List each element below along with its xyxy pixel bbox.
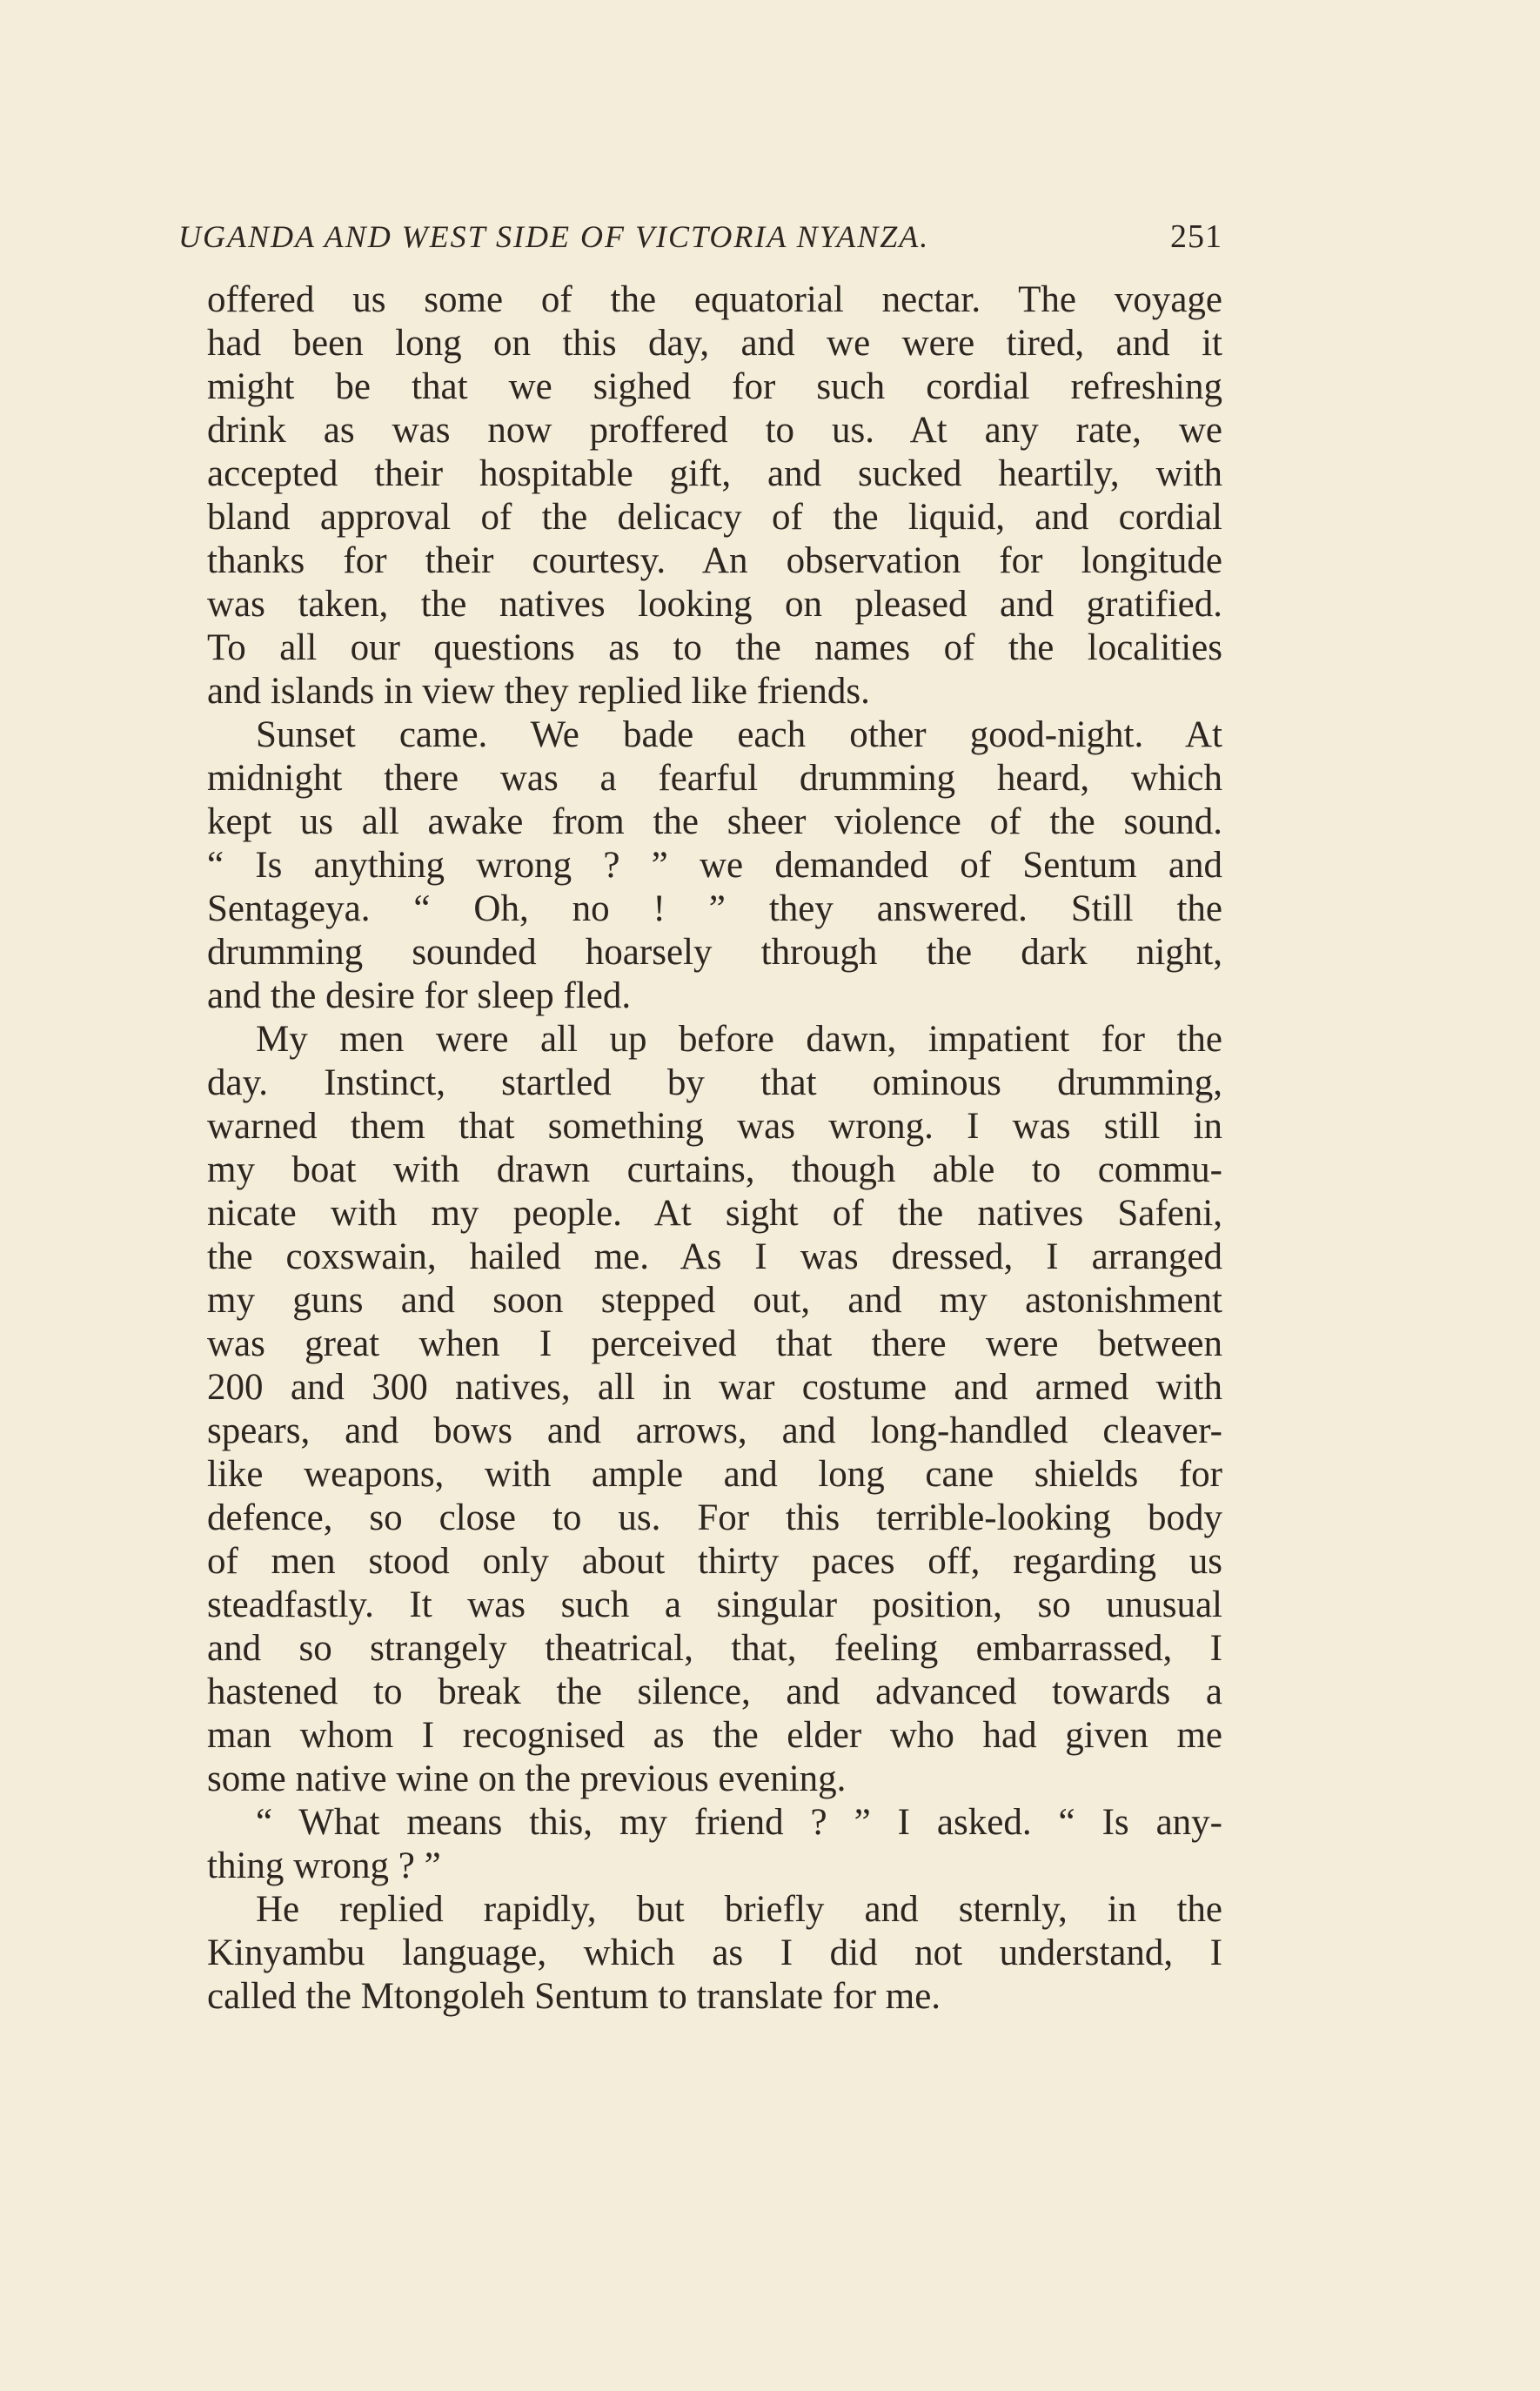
text-line: Kinyambu language, which as I did not understand, I: [207, 1932, 1222, 1973]
text-line: of men stood only about thirty paces off, regarding us: [207, 1541, 1222, 1582]
text-line: Sunset came. We bade each other good-night. At: [256, 714, 1222, 755]
text-line: defence, so close to us. For this terrible-looking body: [207, 1497, 1222, 1538]
text-line: nicate with my people. At sight of the natives Safeni,: [207, 1193, 1222, 1234]
text-line: My men were all up before dawn, impatient for the: [256, 1019, 1222, 1060]
text-line: He replied rapidly, but briefly and sternly, in the: [256, 1889, 1222, 1930]
text-line: thing wrong ? ”: [207, 1845, 441, 1886]
body-text: [207, 278, 1222, 2019]
text-line: bland approval of the delicacy of the liquid, and cordial: [207, 497, 1222, 538]
text-line: day. Instinct, startled by that ominous drumming,: [207, 1062, 1222, 1103]
text-line: was great when I perceived that there were between: [207, 1323, 1222, 1364]
text-line: hastened to break the silence, and advanced towards a: [207, 1671, 1222, 1712]
text-line: some native wine on the previous evening.: [207, 1758, 847, 1799]
text-line: “ Is anything wrong ? ” we demanded of Sentum and: [207, 845, 1222, 886]
text-line: 200 and 300 natives, all in war costume and armed with: [207, 1367, 1222, 1408]
text-line: steadfastly. It was such a singular position, so unusual: [207, 1584, 1222, 1625]
text-line: offered us some of the equatorial nectar. The voyage: [207, 279, 1222, 320]
text-line: might be that we sighed for such cordial refreshing: [207, 366, 1222, 407]
text-line: and so strangely theatrical, that, feeling embarrassed, I: [207, 1628, 1222, 1669]
text-line: my boat with drawn curtains, though able to commu-: [207, 1149, 1222, 1190]
text-line: had been long on this day, and we were tired, and it: [207, 323, 1222, 364]
text-line: midnight there was a fearful drumming heard, which: [207, 758, 1222, 799]
text-line: like weapons, with ample and long cane shields for: [207, 1454, 1222, 1495]
text-line: drumming sounded hoarsely through the dark night,: [207, 932, 1222, 973]
text-line: Sentageya. “ Oh, no ! ” they answered. Still the: [207, 888, 1222, 929]
text-line: was taken, the natives looking on pleased and gratified.: [207, 584, 1222, 625]
text-line: “ What means this, my friend ? ” I asked. “ Is any-: [256, 1802, 1222, 1843]
text-line: To all our questions as to the names of the localities: [207, 627, 1222, 668]
text-line: spears, and bows and arrows, and long-handled cleaver-: [207, 1410, 1222, 1451]
text-line: and islands in view they replied like friends.: [207, 671, 870, 712]
text-line: and the desire for sleep fled.: [207, 975, 632, 1016]
running-head: [178, 218, 1222, 256]
page-number: 251: [1170, 218, 1222, 255]
text-line: my guns and soon stepped out, and my astonishment: [207, 1280, 1222, 1321]
text-line: accepted their hospitable gift, and sucked heartily, with: [207, 453, 1222, 494]
running-head-title: UGANDA AND WEST SIDE OF VICTORIA NYANZA.: [178, 219, 930, 254]
text-line: the coxswain, hailed me. As I was dressed, I arranged: [207, 1236, 1222, 1277]
text-line: man whom I recognised as the elder who had given me: [207, 1715, 1222, 1756]
text-line: drink as was now proffered to us. At any rate, we: [207, 410, 1222, 451]
text-line: called the Mtongoleh Sentum to translate for me.: [207, 1976, 941, 2017]
text-line: thanks for their courtesy. An observation for longitude: [207, 540, 1222, 581]
text-line: warned them that something was wrong. I was still in: [207, 1106, 1222, 1147]
text-line: kept us all awake from the sheer violence of the sound.: [207, 801, 1222, 842]
